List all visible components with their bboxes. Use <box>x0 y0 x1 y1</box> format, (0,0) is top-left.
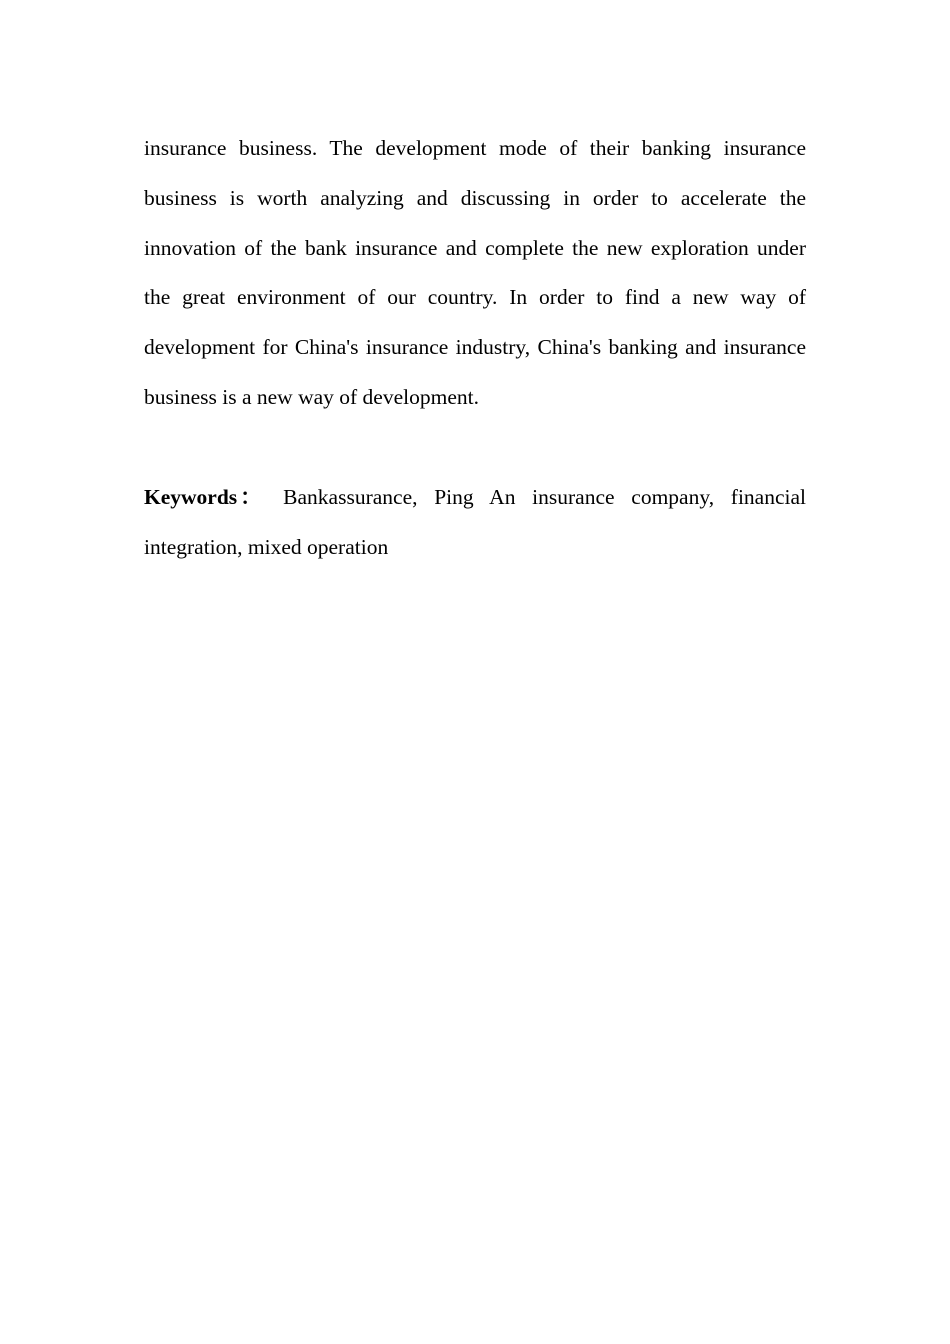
keywords-label: Keywords <box>144 485 238 509</box>
abstract-paragraph: insurance business. The development mode of their banking insurance business is worth analyzing and discussing in order to accelerate the innovation of the bank insurance and complete the new exploration under the great environment of our country. In order to find a new way of development for China's insurance industry, China's banking and insurance business is a new way of development. <box>144 136 806 409</box>
keywords-paragraph <box>144 473 806 573</box>
keywords-text: Bankassurance, Ping An insurance company, financial integration, mixed operation <box>144 485 806 559</box>
keywords-separator: ： <box>240 485 262 509</box>
